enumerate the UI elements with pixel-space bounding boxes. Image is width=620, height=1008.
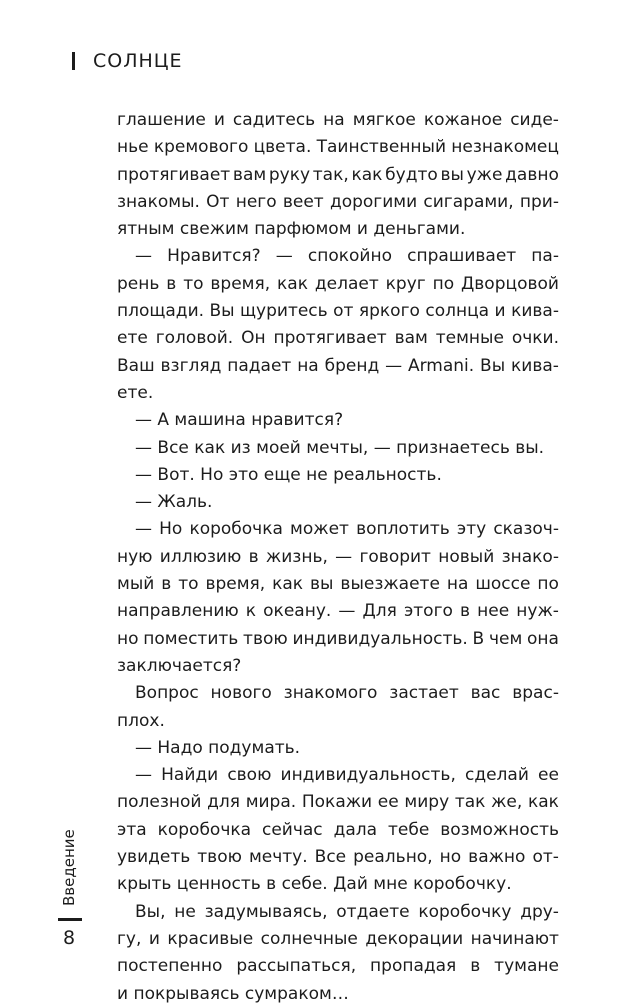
word: и xyxy=(494,301,506,322)
word: — xyxy=(338,601,356,622)
word: сейчас xyxy=(261,819,323,840)
page-number-rule xyxy=(58,918,82,921)
text-line: — Все как из моей мечты, — признаетесь вы. xyxy=(135,437,545,458)
word: тумане xyxy=(494,956,559,977)
word: как xyxy=(527,792,559,813)
text-line: заключается? xyxy=(117,655,242,676)
text-line xyxy=(117,271,559,298)
word: индивидуальность. xyxy=(292,628,468,649)
word: она xyxy=(527,628,559,649)
word: — xyxy=(335,546,353,567)
word: Вопрос xyxy=(135,683,199,704)
text-line xyxy=(117,134,559,161)
word: поместить xyxy=(143,628,239,649)
word: нуж- xyxy=(516,601,559,622)
text-line: ете. xyxy=(117,382,154,403)
word: важно xyxy=(468,847,526,868)
word: Дворцовой xyxy=(461,273,559,294)
word: знакомого xyxy=(283,683,378,704)
word: будто xyxy=(385,164,438,185)
word: рень xyxy=(117,273,160,294)
text-line: — Вот. Но это еще не реальность. xyxy=(135,464,442,485)
word: миру xyxy=(404,792,450,813)
word: направлению xyxy=(117,601,239,622)
text-line: — Надо подумать. xyxy=(135,737,301,758)
word: иллюзию xyxy=(159,546,242,567)
word: застает xyxy=(389,683,459,704)
word: мый xyxy=(117,574,155,595)
word: сиде- xyxy=(510,110,559,130)
word: уже xyxy=(466,164,503,185)
word: этого xyxy=(403,601,453,622)
word: кива- xyxy=(511,301,559,322)
word: темные xyxy=(435,328,504,349)
word: Таинственный xyxy=(316,137,447,158)
word: задумываясь, xyxy=(204,901,328,922)
word: знакомы. xyxy=(117,191,200,212)
text-line xyxy=(117,817,559,844)
text-line xyxy=(117,899,559,926)
word: рассыпаться, xyxy=(236,956,357,977)
word: солнечные xyxy=(260,928,358,949)
text-line: — А машина нравится? xyxy=(135,410,344,431)
word: пропадая xyxy=(370,956,457,977)
word: нье xyxy=(117,137,149,158)
word: дру- xyxy=(520,901,559,922)
word: и xyxy=(213,110,225,130)
text-line xyxy=(117,516,559,543)
word: как xyxy=(272,574,304,595)
text-line: — Жаль. xyxy=(135,492,213,513)
body-text xyxy=(117,107,559,1008)
text-line xyxy=(117,926,559,953)
word: глашение xyxy=(117,110,206,130)
word: время, xyxy=(210,273,271,294)
word: коробочка xyxy=(189,519,283,540)
text-line xyxy=(117,598,559,625)
word: яркого xyxy=(358,301,420,322)
text-line xyxy=(117,243,559,270)
word: вы xyxy=(440,164,464,185)
word: коробочка xyxy=(157,819,252,840)
word: цвета. xyxy=(253,137,312,158)
word: вам xyxy=(232,164,267,185)
word: реально, xyxy=(353,847,433,868)
text-line xyxy=(117,571,559,598)
word: взгляд xyxy=(160,355,222,376)
word: нового xyxy=(210,683,272,704)
word: от- xyxy=(532,847,559,868)
running-header xyxy=(72,50,183,72)
word: нее xyxy=(477,601,510,622)
word: коробочку xyxy=(418,901,512,922)
text-line xyxy=(117,953,559,980)
word: площади. xyxy=(117,301,205,322)
text-line: плох. xyxy=(117,710,165,731)
chapter-title: СОЛНЦЕ xyxy=(93,50,183,72)
word: Вы xyxy=(209,301,235,322)
word: в xyxy=(470,956,481,977)
word: протягивает xyxy=(117,164,231,185)
text-line xyxy=(117,626,559,653)
word: мечту. xyxy=(248,847,308,868)
word: как xyxy=(351,164,383,185)
word: к xyxy=(245,601,257,622)
word: начинают xyxy=(470,928,559,949)
word: Для xyxy=(362,601,397,622)
word: индивидуальность, xyxy=(280,765,456,786)
text-line: и покрываясь сумраком… xyxy=(117,983,349,1004)
word: ее xyxy=(538,765,559,786)
word: падает xyxy=(227,355,292,376)
text-line xyxy=(117,680,559,707)
word: говорит xyxy=(359,546,431,567)
word: Но xyxy=(159,519,183,540)
word: мира. xyxy=(245,792,297,813)
word: — xyxy=(385,355,403,376)
word: па- xyxy=(531,246,559,267)
text-line xyxy=(117,544,559,571)
word: в xyxy=(248,546,259,567)
word: Вы xyxy=(480,355,506,376)
word: кожаное xyxy=(423,110,503,130)
word: веет xyxy=(282,191,324,212)
word: щуритесь xyxy=(240,301,328,322)
word: головой. xyxy=(155,328,234,349)
word: солнца xyxy=(425,301,490,322)
word: на xyxy=(323,110,345,130)
word: твою xyxy=(197,847,242,868)
word: вы xyxy=(310,574,334,595)
word: декорации xyxy=(365,928,464,949)
word: Все xyxy=(314,847,347,868)
word: гу, xyxy=(117,928,142,949)
word: сигарами, xyxy=(423,191,514,212)
text-line xyxy=(117,189,559,216)
word: твою xyxy=(243,628,288,649)
text-line xyxy=(117,353,559,380)
word: при- xyxy=(519,191,559,212)
word: в xyxy=(166,273,177,294)
word: на xyxy=(446,574,469,595)
word: вам xyxy=(394,328,428,349)
word: ную xyxy=(117,546,153,567)
word: но xyxy=(439,847,462,868)
word: делает xyxy=(314,273,379,294)
text-line xyxy=(117,789,559,816)
word: дорогими xyxy=(329,191,418,212)
word: красивые xyxy=(167,928,254,949)
text-line xyxy=(117,298,559,325)
page-number: 8 xyxy=(63,927,76,949)
word: ете xyxy=(117,328,148,349)
text-line xyxy=(117,325,559,352)
word: жизнь, xyxy=(265,546,328,567)
word: возможность xyxy=(440,819,559,840)
word: врас- xyxy=(512,683,559,704)
word: Он xyxy=(241,328,266,349)
word: — xyxy=(135,765,152,786)
word: свою xyxy=(227,765,272,786)
word: так xyxy=(454,792,486,813)
word: в xyxy=(161,574,172,595)
word: отдаете xyxy=(336,901,410,922)
word: дала xyxy=(333,819,378,840)
word: эта xyxy=(117,819,147,840)
word: Покажи xyxy=(301,792,373,813)
word: давно xyxy=(505,164,559,185)
word: знако- xyxy=(501,546,559,567)
word: то xyxy=(178,574,199,595)
word: эту xyxy=(456,519,487,540)
text-line: ятным свежим парфюмом и деньгами. xyxy=(117,219,466,240)
word: незнакомец xyxy=(451,137,559,158)
word: него xyxy=(235,191,277,212)
word: выезжаете xyxy=(340,574,440,595)
word: как xyxy=(277,273,308,294)
word: От xyxy=(206,191,230,212)
word: для xyxy=(207,792,240,813)
word: вас xyxy=(470,683,501,704)
word: чем xyxy=(488,628,523,649)
word: по xyxy=(537,574,559,595)
word: бренд xyxy=(324,355,380,376)
word: кива- xyxy=(511,355,559,376)
word: полезной xyxy=(117,792,202,813)
word: мягкое xyxy=(352,110,416,130)
text-line: крыть ценность в себе. Дай мне коробочку. xyxy=(117,874,512,895)
word: то xyxy=(183,273,204,294)
word: тебе xyxy=(387,819,430,840)
word: спрашивает xyxy=(407,246,517,267)
text-line xyxy=(117,762,559,789)
word: руку xyxy=(268,164,311,185)
word: Ваш xyxy=(117,355,155,376)
word: постепенно xyxy=(117,956,223,977)
word: — xyxy=(135,519,152,540)
word: кремового xyxy=(153,137,249,158)
word: океану. xyxy=(263,601,332,622)
word: в xyxy=(460,601,471,622)
word: воплотить xyxy=(356,519,450,540)
word: спокойно xyxy=(307,246,392,267)
word: увидеть xyxy=(117,847,191,868)
word: В xyxy=(472,628,485,649)
word: Нравится? xyxy=(167,246,261,267)
word: от xyxy=(333,301,354,322)
word: сделай xyxy=(464,765,529,786)
word: может xyxy=(290,519,349,540)
text-line xyxy=(117,107,559,134)
word: новый xyxy=(438,546,495,567)
word: Найди xyxy=(161,765,219,786)
text-line xyxy=(117,844,559,871)
word: протягивает xyxy=(273,328,387,349)
word: круг xyxy=(385,273,426,294)
word: и xyxy=(148,928,160,949)
word: ее xyxy=(377,792,399,813)
word: Armani. xyxy=(407,355,475,376)
section-label: Введение xyxy=(60,829,78,906)
text-line xyxy=(117,162,559,189)
word: так, xyxy=(312,164,349,185)
word: Вы, xyxy=(135,901,166,922)
word: время, xyxy=(205,574,266,595)
header-bar xyxy=(72,52,75,70)
word: не xyxy=(174,901,196,922)
word: — xyxy=(275,246,293,267)
word: очки. xyxy=(511,328,559,349)
word: сказоч- xyxy=(493,519,559,540)
word: по xyxy=(432,273,455,294)
word: на xyxy=(297,355,319,376)
word: же, xyxy=(491,792,523,813)
word: шоссе xyxy=(475,574,531,595)
word: садитесь xyxy=(232,110,316,130)
word: — xyxy=(135,246,152,267)
word: но xyxy=(117,628,139,649)
